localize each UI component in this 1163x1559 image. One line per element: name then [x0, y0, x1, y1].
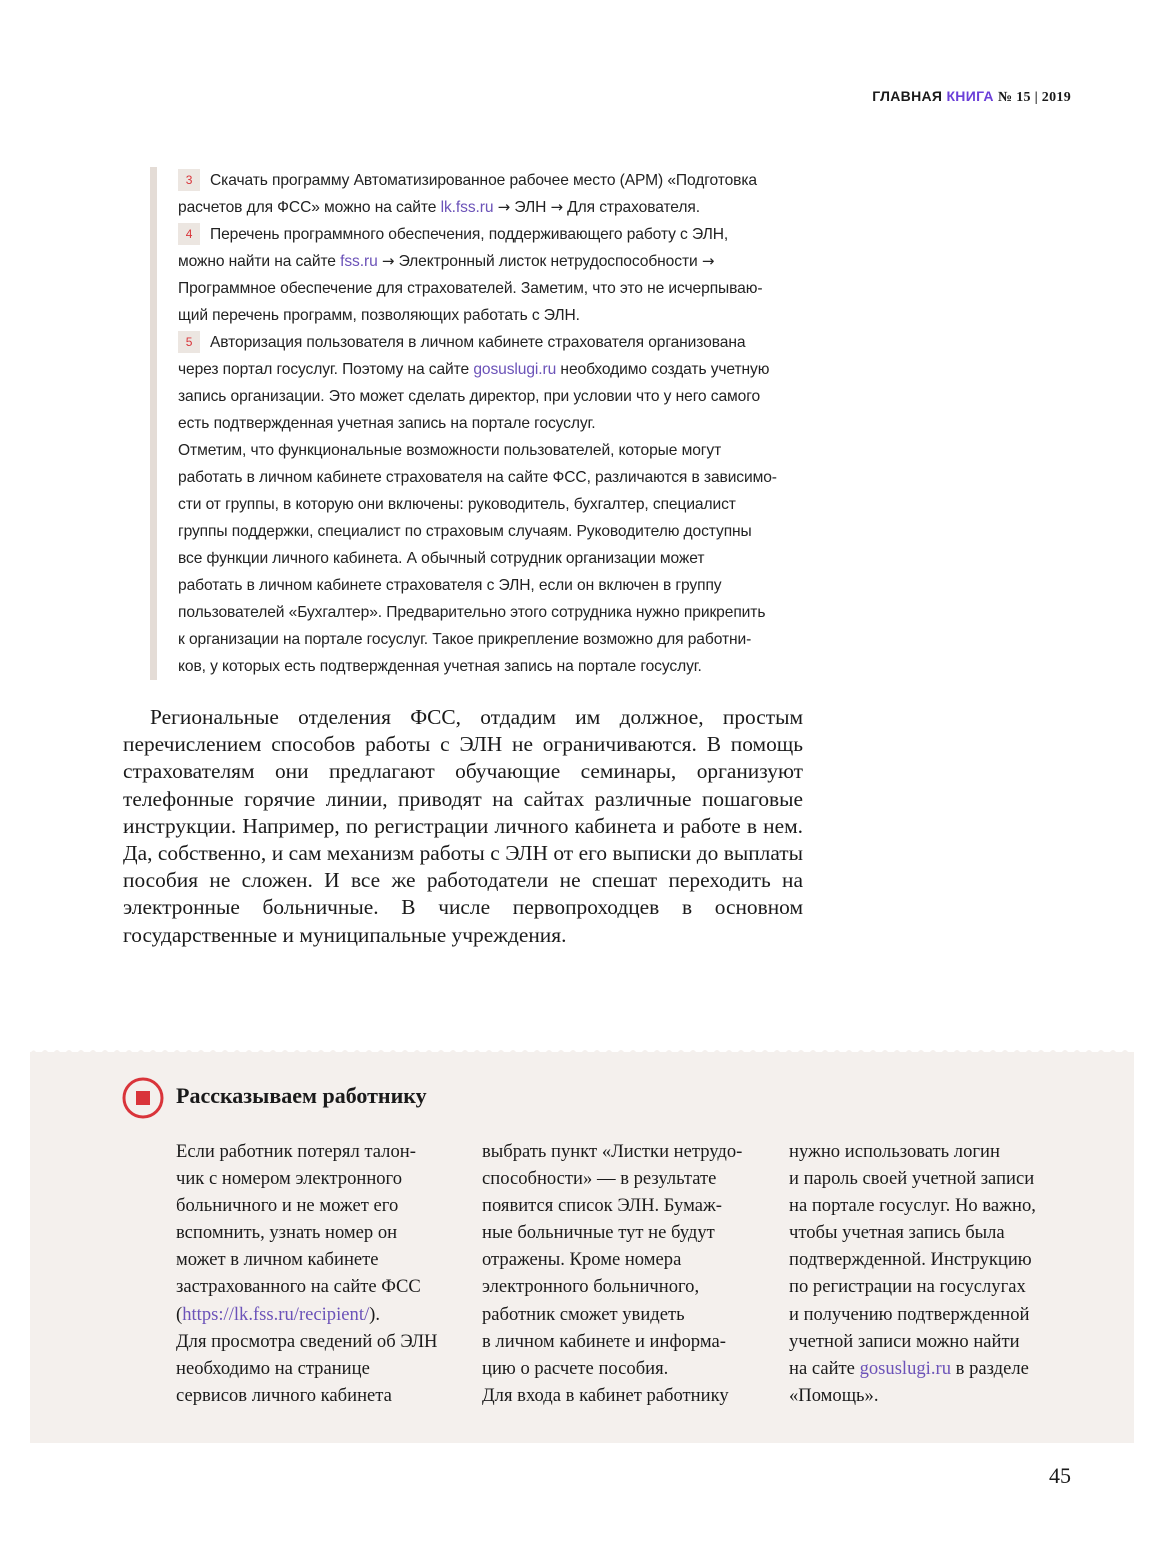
arrow-right-icon: → [497, 198, 511, 216]
box-text-line [789, 1355, 1074, 1382]
note-text: к организации на портале госуслуг. Такое прикрепление возможно для работни- [178, 631, 752, 648]
box-text-line [176, 1301, 461, 1328]
arrow-right-icon: → [701, 252, 715, 270]
box-text-line: по регистрации на госуслугах [789, 1276, 1026, 1298]
box-text: в разделе [951, 1357, 1029, 1379]
box-text-line: ные больничные тут не будут [482, 1222, 715, 1244]
stop-square-icon [122, 1077, 164, 1119]
note-text: пользователей «Бухгалтер». Предварительно этого сотрудника нужно прикрепить [178, 604, 766, 621]
box-text-line: работник сможет увидеть [482, 1303, 685, 1325]
box-text-line: Для просмотра сведений об ЭЛН [176, 1330, 438, 1352]
box-text-line: подтвержденной. Инструкцию [789, 1249, 1032, 1271]
paren-close: ). [369, 1303, 380, 1325]
lk-fss-link[interactable]: lk.fss.ru [440, 199, 494, 216]
note-text: можно найти на сайте [178, 253, 341, 270]
box-text-line: чтобы учетная запись была [789, 1222, 1005, 1244]
box-column-1 [176, 1138, 461, 1409]
note-text: сти от группы, в которую они включены: руководитель, бухгалтер, специалист [178, 496, 736, 513]
box-text: на сайте [789, 1357, 860, 1379]
note-text: через портал госуслуг. Поэтому на сайте [178, 361, 474, 378]
note-text: Авторизация пользователя в личном кабинете страхователя организована [210, 334, 746, 351]
box-text-line: и пароль своей учетной записи [789, 1168, 1035, 1190]
note-text: необходимо создать учетную [556, 361, 770, 378]
brand-name-part1: ГЛАВНАЯ [872, 88, 943, 104]
box-text-line: и получению подтвержденной [789, 1303, 1030, 1325]
box-text-line: отражены. Кроме номера [482, 1249, 682, 1271]
box-title: Рассказываем работнику [176, 1083, 427, 1108]
wavy-edge-decoration [30, 1046, 1134, 1054]
box-text-line: «Помощь». [789, 1384, 879, 1406]
box-text-line: Если работник потерял талон- [176, 1141, 416, 1162]
gosuslugi-link[interactable]: gosuslugi.ru [859, 1357, 951, 1379]
running-header [872, 88, 1071, 106]
note-text: ков, у которых есть подтвержденная учетная запись на портале госуслуг. [178, 658, 702, 675]
box-text-line: на портале госуслуг. Но важно, [789, 1195, 1036, 1217]
note-text: Электронный листок нетрудоспособности [394, 253, 702, 270]
note-text: группы поддержки, специалист по страховым случаям. Руководителю доступны [178, 523, 752, 540]
note-text: есть подтвержденная учетная запись на портале госуслуг. [178, 415, 596, 432]
main-paragraph: Региональные отделения ФСС, отдадим им должное, простым перечислением способов работы с ЭЛН не ограничиваются. В помощь страхователям они предлагают обучающие семинары, организуют телефонные горячие линии, приводят на сайтах различные пошаговые инструкции. Например, по регистрации личного кабинета и работе в нем. Да, собственно, и сам механизм работы с ЭЛН от его выписки до выплаты пособия не сложен. И все же работодатели не спешат переходить на электронные больничные. В числе первопроходцев в основном государственные и муниципальные учреждения. [123, 705, 803, 947]
note-number-badge: 3 [178, 169, 200, 191]
note-text: работать в личном кабинете страхователя с ЭЛН, если он включен в группу [178, 577, 722, 594]
note-4 [178, 221, 810, 329]
note-5 [178, 329, 810, 437]
brand-name-part2: КНИГА [946, 88, 994, 104]
note-text: Скачать программу Автоматизированное рабочее место (АРМ) «Подготовка [210, 172, 757, 189]
box-text-line: больничного и не может его [176, 1195, 399, 1217]
info-box [30, 1052, 1134, 1443]
note-text: все функции личного кабинета. А обычный сотрудник организации может [178, 550, 705, 567]
box-text-line: цию о расчете пособия. [482, 1357, 669, 1379]
box-text-line: вспомнить, узнать номер он [176, 1222, 398, 1244]
box-text-line: электронного больничного, [482, 1276, 700, 1298]
box-column-3 [789, 1138, 1074, 1409]
lk-fss-recipient-link[interactable]: https://lk.fss.ru/recipient/ [182, 1303, 370, 1325]
box-text-line: необходимо на странице [176, 1357, 370, 1379]
box-text-line: чик с номером электронного [176, 1168, 403, 1190]
note-text: запись организации. Это может сделать директор, при условии что у него самого [178, 388, 761, 405]
note-text: Перечень программного обеспечения, поддерживающего работу с ЭЛН, [210, 226, 729, 243]
note-number-badge: 5 [178, 331, 200, 353]
footnotes-block [150, 167, 810, 680]
box-text-line: появится список ЭЛН. Бумаж- [482, 1195, 723, 1217]
box-text-line: сервисов личного кабинета [176, 1384, 392, 1406]
box-text-line: застрахованного на сайте ФСС [176, 1276, 421, 1298]
note-text: щий перечень программ, позволяющих работать с ЭЛН. [178, 307, 580, 324]
page-number: 45 [1049, 1463, 1071, 1488]
arrow-right-icon: → [550, 198, 563, 216]
box-text-line: нужно использовать логин [789, 1141, 1000, 1162]
note-text: расчетов для ФСС» можно на сайте [178, 199, 441, 216]
paren-open: ( [176, 1303, 183, 1325]
note-number-badge: 4 [178, 223, 200, 245]
note-text: работать в личном кабинете страхователя на сайте ФСС, различаются в зависимо- [178, 469, 777, 486]
box-text-line: выбрать пункт «Листки нетрудо- [482, 1141, 743, 1162]
note-3 [178, 167, 810, 221]
box-text-line: способности» — в результате [482, 1168, 717, 1190]
note-text: Программное обеспечение для страхователей. Заметим, что это не исчерпываю- [178, 280, 763, 297]
box-text-line: может в личном кабинете [176, 1249, 379, 1271]
arrow-right-icon: → [381, 252, 395, 270]
note-text: Для страхователя. [562, 199, 700, 216]
note-extra [178, 437, 810, 680]
box-column-2 [482, 1138, 767, 1409]
gosuslugi-link[interactable]: gosuslugi.ru [473, 361, 557, 378]
box-text-line: в личном кабинете и информа- [482, 1330, 726, 1352]
box-text-line: Для входа в кабинет работнику [482, 1384, 729, 1406]
box-text-line: учетной записи можно найти [789, 1330, 1020, 1352]
issue-number: № 15 | 2019 [998, 90, 1071, 105]
note-text: ЭЛН [510, 199, 551, 216]
note-text: Отметим, что функциональные возможности пользователей, которые могут [178, 442, 722, 459]
fss-link[interactable]: fss.ru [340, 253, 378, 270]
